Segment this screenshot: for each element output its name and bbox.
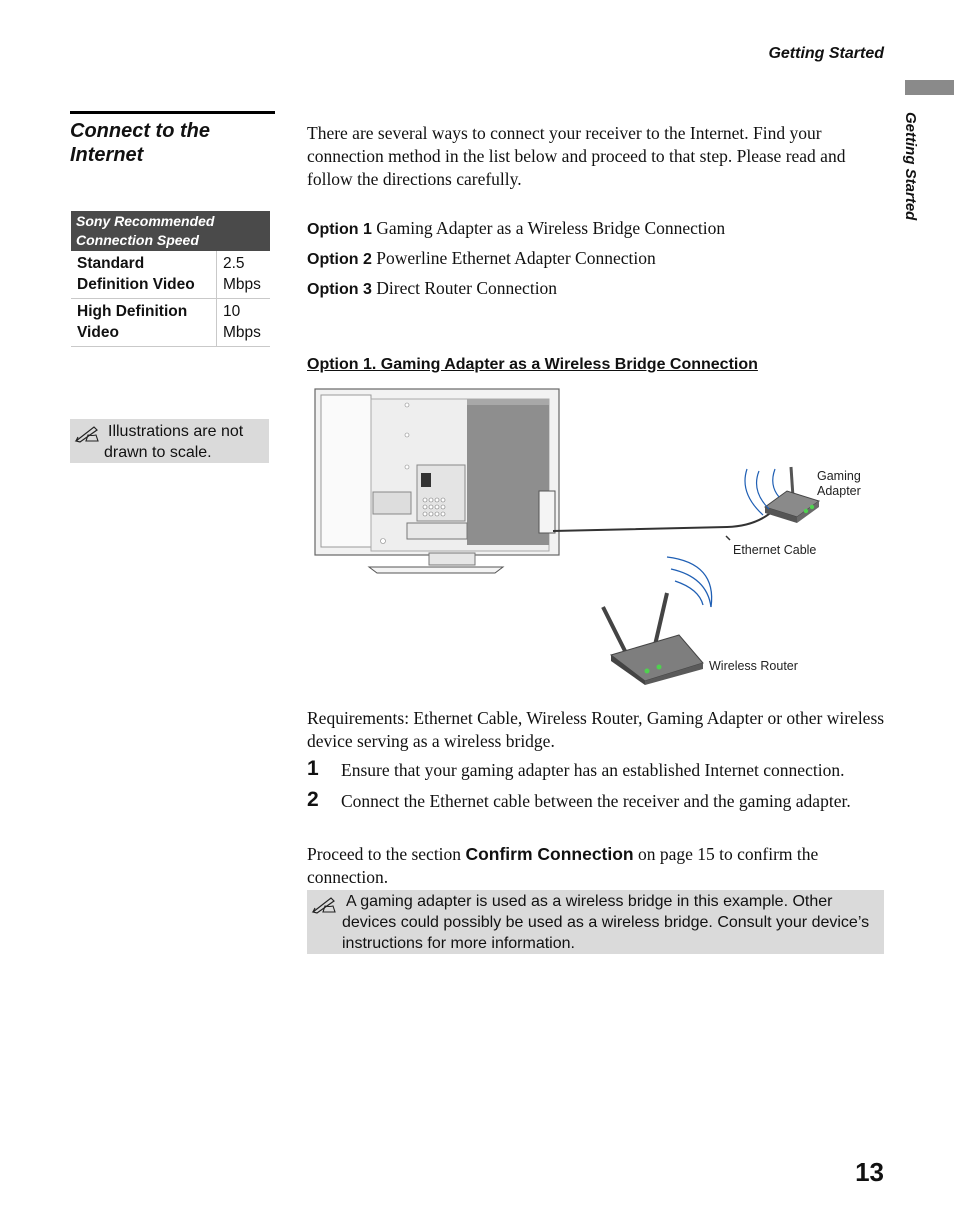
option-line <box>307 248 656 269</box>
table-cell-category: High Definition Video <box>71 299 217 347</box>
running-header: Getting Started <box>768 45 884 62</box>
intro-paragraph: There are several ways to connect your receiver to the Internet. Find your connection method in the list below and proceed to that step. Please read and follow the directions carefully. <box>307 123 846 189</box>
bridge-note <box>307 890 884 954</box>
option-text: Direct Router Connection <box>376 278 558 298</box>
option-label: Option 2 <box>307 251 372 268</box>
table-header: Sony Recommended Connection Speed <box>71 211 270 251</box>
connection-diagram <box>307 385 887 685</box>
side-tab-label: Getting Started <box>902 112 919 221</box>
step-text: Connect the Ethernet cable between the receiver and the gaming adapter. <box>341 791 851 811</box>
table-cell-category: Standard Definition Video <box>71 251 217 299</box>
proceed-text: Proceed to the section <box>307 844 466 864</box>
ethernet-cable <box>553 507 777 531</box>
bridge-note-text: A gaming adapter is used as a wireless bridge in this example. Other devices could possibly be used as a wireless bridge. Consult your device’s instructions for more information. <box>342 893 870 952</box>
option-label: Option 1 <box>307 221 372 238</box>
tv-receiver-illustration <box>315 389 559 573</box>
option-label: Option 3 <box>307 281 372 298</box>
gaming-adapter-illustration <box>745 467 819 523</box>
wireless-router-label: Wireless Router <box>709 659 798 673</box>
table-cell-speed: 2.5 Mbps <box>217 251 271 299</box>
page-number: 13 <box>855 1157 884 1187</box>
illustration-note-text: Illustrations are not drawn to scale. <box>104 423 244 461</box>
proceed-text: on page 15 to confirm the connection. <box>307 844 819 887</box>
section-title: Connect to the Internet <box>70 120 210 166</box>
table-row <box>71 299 270 347</box>
section-rule <box>70 111 275 114</box>
step-text: Ensure that your gaming adapter has an established Internet connection. <box>341 760 845 780</box>
step-number: 2 <box>307 788 319 811</box>
connection-speed-table <box>71 211 270 347</box>
confirm-connection-link[interactable]: Confirm Connection <box>465 844 634 864</box>
table-row <box>71 251 270 299</box>
requirements-paragraph: Requirements: Ethernet Cable, Wireless Router, Gaming Adapter or other wireless device serving as a wireless bridge. <box>307 708 885 751</box>
wireless-router-illustration <box>603 557 712 685</box>
side-tab-marker <box>905 80 954 95</box>
proceed-paragraph <box>307 843 887 889</box>
option1-heading: Option 1. Gaming Adapter as a Wireless Bridge Connection <box>307 356 758 373</box>
pencil-note-icon <box>311 894 337 914</box>
gaming-adapter-label: Gaming Adapter <box>817 469 861 498</box>
option-line <box>307 218 725 239</box>
table-cell-speed: 10 Mbps <box>217 299 271 347</box>
step-number: 1 <box>307 757 319 780</box>
option-text: Gaming Adapter as a Wireless Bridge Connection <box>376 218 726 238</box>
pencil-note-icon <box>74 423 100 443</box>
option-line <box>307 278 557 299</box>
illustration-note <box>70 419 269 463</box>
ethernet-cable-label: Ethernet Cable <box>733 543 817 557</box>
option-text: Powerline Ethernet Adapter Connection <box>376 248 656 268</box>
